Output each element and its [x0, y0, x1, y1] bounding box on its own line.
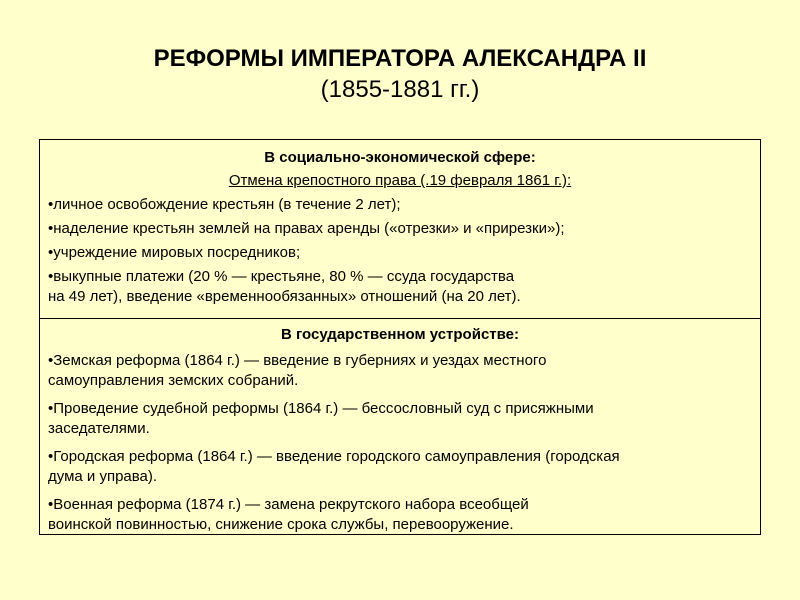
list-item: •учреждение мировых посредников; — [48, 244, 301, 261]
list-item: на 49 лет), введение «временнообязанных» отношений (на 20 лет). — [48, 288, 521, 305]
title-block — [0, 43, 800, 105]
state-heading: В государственном устройстве: — [280, 326, 519, 343]
reforms-table — [39, 139, 761, 535]
list-item: •наделение крестьян землей на правах аренды («отрезки» и «прирезки»); — [48, 220, 565, 237]
state-structure-cell — [40, 319, 760, 534]
list-item: •выкупные платежи (20 % — крестьяне, 80 % — ссуда государства — [48, 268, 515, 285]
list-item: дума и управа). — [48, 468, 158, 485]
page-subtitle: (1855-1881 гг.) — [320, 76, 480, 103]
list-item: •Проведение судебной реформы (1864 г.) — бессословный суд с присяжными — [48, 400, 594, 417]
list-item: •Городская реформа (1864 г.) — введение городского самоуправления (городская — [48, 448, 620, 465]
social-heading: В социально-экономической сфере: — [264, 149, 536, 166]
list-item: самоуправления земских собраний. — [48, 372, 299, 389]
social-economic-cell — [40, 140, 760, 319]
list-item: •Земская реформа (1864 г.) — введение в губерниях и уездах местного — [48, 352, 547, 369]
list-item: воинской повинностью, снижение срока службы, перевооружение. — [48, 516, 514, 533]
page-title: РЕФОРМЫ ИМПЕРАТОРА АЛЕКСАНДРА II — [153, 45, 647, 72]
list-item: заседателями. — [48, 420, 150, 437]
list-item: •Военная реформа (1874 г.) — замена рекрутского набора всеобщей — [48, 496, 529, 513]
social-subheading: Отмена крепостного права (.19 февраля 1861 г.): — [228, 172, 572, 189]
list-item: •личное освобождение крестьян (в течение 2 лет); — [48, 196, 401, 213]
